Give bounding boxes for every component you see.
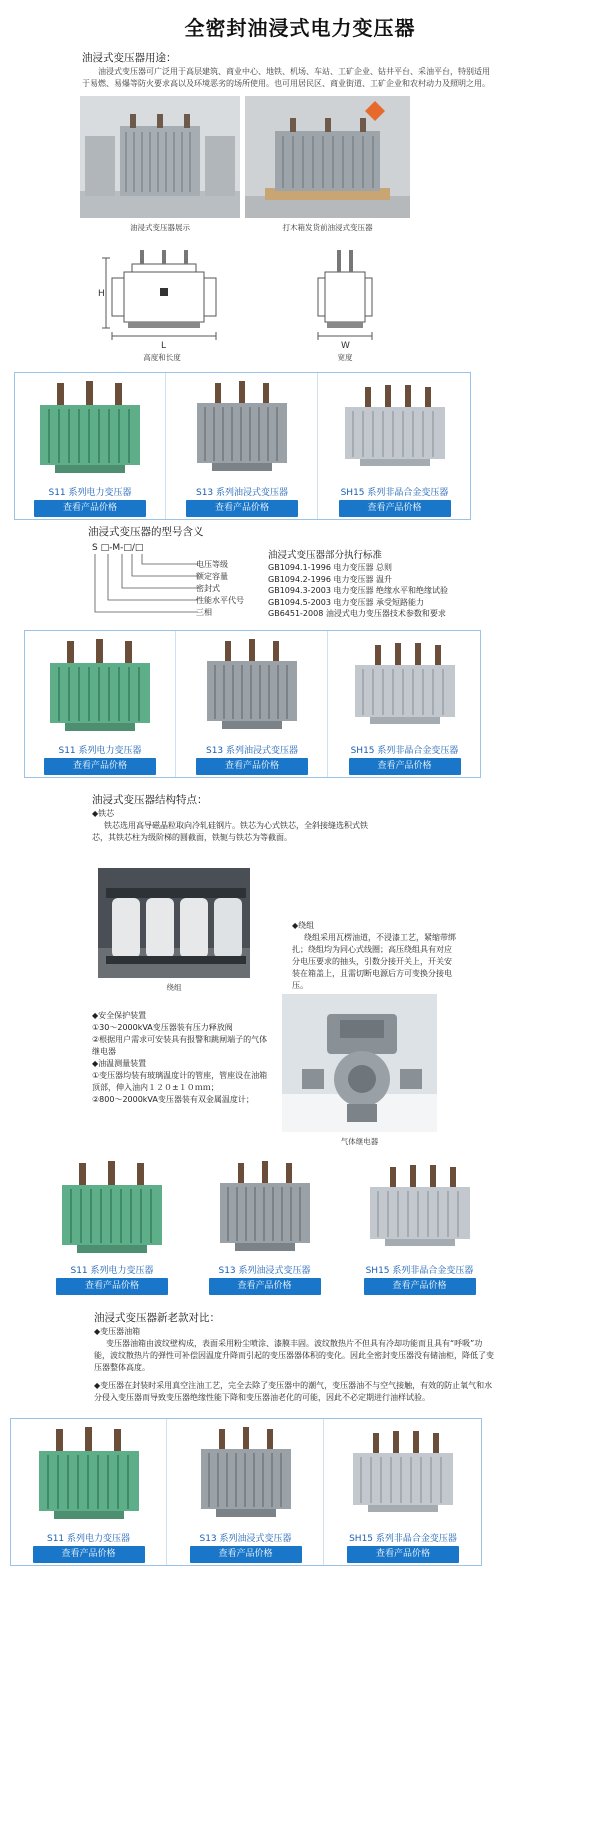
view-price-button[interactable]: 查看产品价格 <box>364 1278 476 1295</box>
dimension-l-label: L <box>161 341 167 350</box>
product-name: SH15 系列非晶合金变压器 <box>349 1534 457 1544</box>
temp-item: ②800～2000kVA变压器装有双金属温度计； <box>92 1095 254 1104</box>
diagram-caption-hl: 高度和长度 <box>143 353 181 362</box>
product-name: SH15 系列非晶合金变压器 <box>365 1266 474 1276</box>
transformer-display-photo <box>80 96 240 218</box>
product-card-s11[interactable] <box>25 631 175 777</box>
view-price-button[interactable]: 查看产品价格 <box>209 1278 321 1295</box>
standard-item: GB1094.2-1996 电力变压器 温升 <box>268 574 393 584</box>
tank-title: ◆变压器油箱 <box>94 1327 141 1336</box>
s13-transformer-icon <box>187 377 297 477</box>
product-name: SH15 系列非晶合金变压器 <box>340 488 449 498</box>
winding-photo <box>98 868 250 978</box>
photo-caption-crated: 打木箱发货前油浸式变压器 <box>282 223 373 232</box>
s13-transformer-icon <box>191 1423 301 1523</box>
product-card-s11[interactable] <box>15 373 165 519</box>
dimension-h-label: H <box>98 289 105 299</box>
view-price-button[interactable]: 查看产品价格 <box>186 500 298 517</box>
usage-text: 油浸式变压器可广泛用于高层建筑、商业中心、地铁、机场、车站、工矿企业、钻井平台、采油平台，特别适用于易燃、易爆等防火要求高以及环境恶劣的场所使用。也可用居民区、商业街道、工矿企业和农村动力及照明之用。 <box>82 67 490 88</box>
s11-transformer-icon <box>35 377 145 477</box>
view-price-button[interactable]: 查看产品价格 <box>33 1546 145 1563</box>
diagram-caption-w: 宽度 <box>337 353 353 362</box>
sh15-transformer-icon <box>360 1157 480 1257</box>
view-price-button[interactable]: 查看产品价格 <box>56 1278 168 1295</box>
product-card-sh15[interactable] <box>323 1419 482 1565</box>
sh15-transformer-icon <box>335 377 455 477</box>
model-label-voltage: 电压等级 <box>196 560 228 569</box>
product-card-s13[interactable] <box>165 373 318 519</box>
model-label-three-phase: 三相 <box>196 608 212 617</box>
s13-transformer-icon <box>197 635 307 735</box>
standard-item: GB1094.5-2003 电力变压器 承受短路能力 <box>268 597 425 607</box>
photo-caption-display: 油浸式变压器展示 <box>130 223 190 232</box>
tank-text: 变压器油箱由波纹壁构成，表面采用粉尘喷涂、漆膜丰固。波纹散热片不但具有冷却功能而且具有“呼吸”功能，波纹散热片的弹性可补偿因温度升降而引起的变压器器体积的变化。因此全密封变压器没有储油柜，降低了变压器整体高度。 <box>94 1339 494 1372</box>
product-name: S11 系列电力变压器 <box>70 1266 154 1276</box>
s11-transformer-icon <box>34 1423 144 1523</box>
s13-transformer-icon <box>210 1157 320 1257</box>
product-panel-2 <box>24 630 481 778</box>
standard-item: GB1094.1-1996 电力变压器 总则 <box>268 563 393 572</box>
product-card-s11[interactable] <box>11 1419 166 1565</box>
product-panel-1 <box>14 372 471 520</box>
view-price-button[interactable]: 查看产品价格 <box>190 1546 302 1563</box>
view-price-button[interactable]: 查看产品价格 <box>347 1546 459 1563</box>
product-panel-3 <box>36 1152 498 1298</box>
model-code: S □-M-□/□ <box>92 543 144 553</box>
view-price-button[interactable]: 查看产品价格 <box>349 758 461 775</box>
product-name: S13 系列油浸式变压器 <box>195 488 289 498</box>
standards-list <box>268 562 448 620</box>
structure-heading: 油浸式变压器结构特点： <box>92 794 208 806</box>
model-label-capacity: 额定容量 <box>196 572 228 581</box>
core-text: 铁芯选用高导磁晶粒取向冷轧硅钢片。铁芯为心式铁芯，全斜接缝选积式铁芯，其铁芯柱为级阶梯的圆截面，铁轭与铁芯为等截面。 <box>92 821 368 842</box>
safety-title: ◆安全保护装置 <box>92 1011 147 1020</box>
standard-item: GB1094.3-2003 电力变压器 绝缘水平和绝缘试验 <box>268 586 449 595</box>
seal-text: ◆变压器在封装时采用真空注油工艺，完全去除了变压器中的潮气，变压器油不与空气接触，有效的防止氧气和水分侵入变压器而导致变压器绝缘性能下降和变压器油老化的可能，因此不必定期进行油样试验。 <box>94 1381 493 1402</box>
view-price-button[interactable]: 查看产品价格 <box>196 758 308 775</box>
gas-relay-photo <box>282 994 437 1132</box>
product-name: S11 系列电力变压器 <box>46 1534 131 1544</box>
crated-transformer-photo <box>245 96 410 218</box>
dimension-w-label: W <box>341 341 350 350</box>
core-title: ◆铁芯 <box>92 809 115 818</box>
product-name: S13 系列油浸式变压器 <box>199 1534 292 1544</box>
model-heading: 油浸式变压器的型号含义 <box>88 526 204 538</box>
standard-item: GB6451-2008 油浸式电力变压器技术参数和要求 <box>268 609 446 618</box>
product-name: SH15 系列非晶合金变压器 <box>350 746 459 756</box>
view-price-button[interactable]: 查看产品价格 <box>44 758 156 775</box>
view-price-button[interactable]: 查看产品价格 <box>34 500 146 517</box>
product-card-sh15[interactable] <box>317 373 471 519</box>
view-price-button[interactable]: 查看产品价格 <box>339 500 451 517</box>
front-dimension-diagram <box>92 238 232 350</box>
sh15-transformer-icon <box>345 635 465 735</box>
product-card-sh15[interactable] <box>327 631 481 777</box>
temp-title: ◆油温测量装置 <box>92 1059 147 1068</box>
product-card-s13[interactable] <box>187 1153 342 1297</box>
model-label-sealed: 密封式 <box>196 584 220 593</box>
relay-caption: 气体继电器 <box>340 1137 379 1146</box>
product-name: S13 系列油浸式变压器 <box>205 746 299 756</box>
product-card-s11[interactable] <box>37 1153 187 1297</box>
comparison-heading: 油浸式变压器新老款对比： <box>94 1312 220 1324</box>
product-name: S13 系列油浸式变压器 <box>218 1266 311 1276</box>
side-dimension-diagram <box>300 238 390 350</box>
product-card-s13[interactable] <box>175 631 328 777</box>
product-name: S11 系列电力变压器 <box>58 746 142 756</box>
safety-item: ①30～2000kVA变压器装有压力释放阀 <box>92 1023 233 1032</box>
standards-heading: 油浸式变压器部分执行标准 <box>268 550 383 561</box>
temp-item: ①变压器均装有玻璃温度计的管座，管座设在油箱顶部，伸入油内１２０±１０ｍｍ； <box>92 1071 268 1092</box>
safety-item: ②根据用户需求可安装具有报警和跳闸端子的气体继电器 <box>92 1035 268 1056</box>
winding-caption: 绕组 <box>166 983 182 992</box>
product-name: S11 系列电力变压器 <box>48 488 132 498</box>
usage-heading: 油浸式变压器用途： <box>82 52 177 64</box>
sh15-transformer-icon <box>343 1423 463 1523</box>
product-card-s13[interactable] <box>166 1419 324 1565</box>
s11-transformer-icon <box>57 1157 167 1257</box>
model-label-performance: 性能水平代号 <box>196 596 244 605</box>
winding-title: ◆绕组 <box>292 921 315 930</box>
product-panel-4 <box>10 1418 482 1566</box>
winding-text: 绕组采用瓦楞油道，不浸漆工艺，紧缩带绑扎；绕组均为同心式线圈；高压绕组具有对应分电压要求的抽头，引数分接开关上，开关安装在箱盖上，且需切断电源后方可变换分接电压。 <box>292 933 456 990</box>
s11-transformer-icon <box>45 635 155 735</box>
page-title: 全密封油浸式电力变压器 <box>184 16 416 40</box>
product-card-sh15[interactable] <box>342 1153 497 1297</box>
